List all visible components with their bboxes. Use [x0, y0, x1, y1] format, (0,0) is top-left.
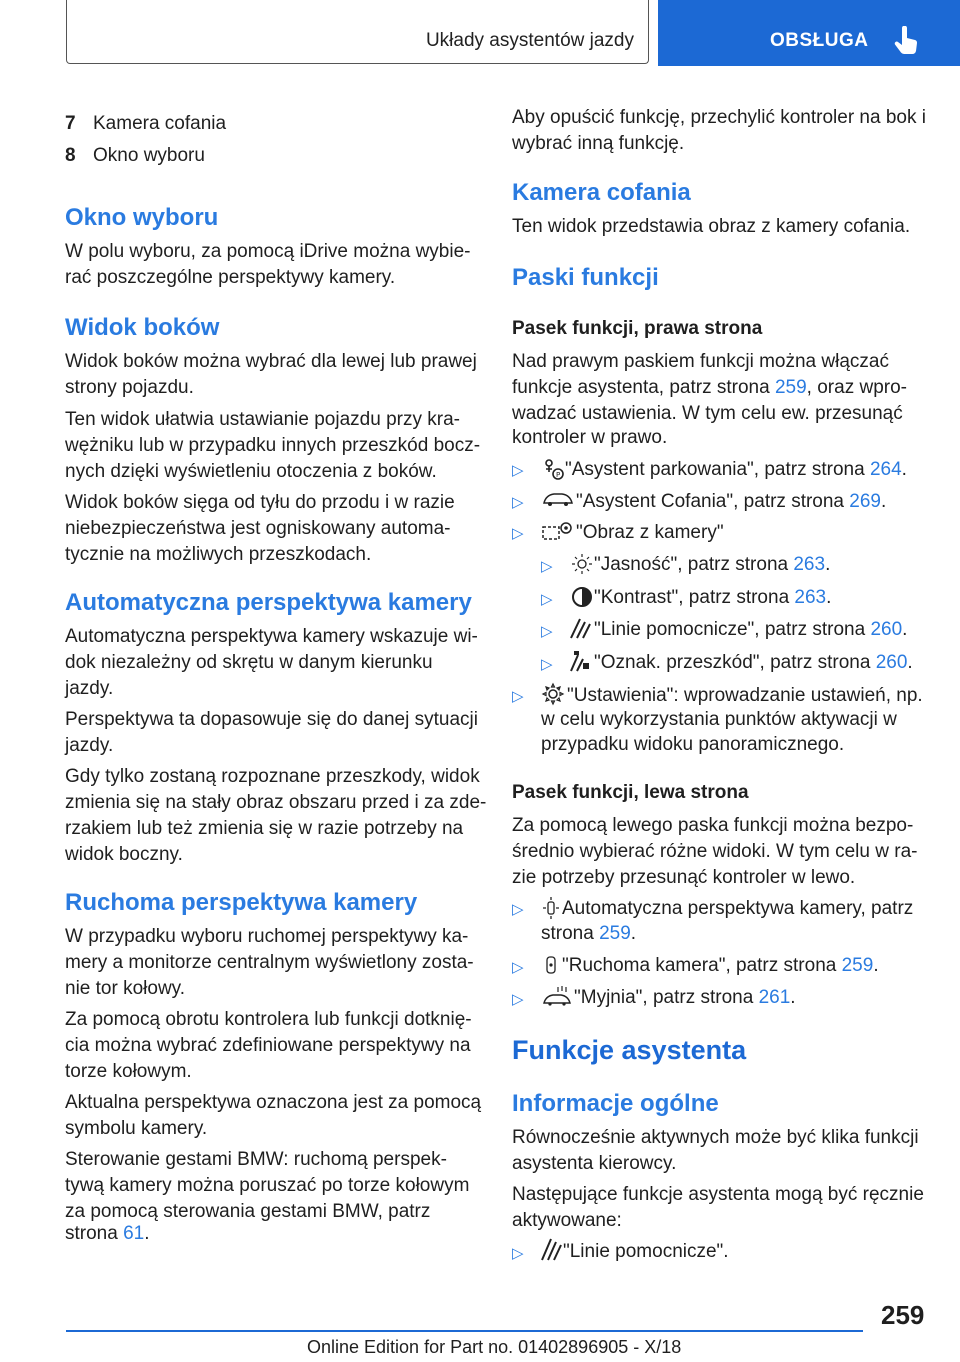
bullet-icon: ▷: [512, 1245, 524, 1262]
paragraph-line: torze kołowym.: [65, 1061, 192, 1082]
paragraph-line: nych dzięki wyświetleniu otoczenia z boków.: [65, 461, 437, 482]
heading-automatyczna-perspektywa: Automatyczna perspektywa kamery: [65, 589, 472, 616]
list-item: "Linie pomocnicze".: [563, 1241, 729, 1262]
header-chapter-title: OBSŁUGA: [770, 30, 869, 51]
list-item: "Asystent parkowania", patrz strona 264.: [565, 459, 907, 480]
list-item: "Kontrast", patrz strona 263.: [594, 587, 832, 608]
paragraph-line: Widok boków można wybrać dla lewej lub prawej: [65, 351, 477, 372]
hand-pointer-icon: [893, 26, 921, 56]
car-wash-icon: [540, 984, 574, 1008]
paragraph-line: mery a monitorze centralnym wyświetlony zosta-: [65, 952, 474, 973]
paragraph-line: widok boczny.: [65, 844, 183, 865]
heading-ruchoma-perspektywa: Ruchoma perspektywa kamery: [65, 889, 418, 916]
paragraph-line: strony pojazdu.: [65, 377, 194, 398]
heading-widok-bokow: Widok boków: [65, 314, 220, 341]
list-item: 8 Okno wyboru: [65, 145, 205, 166]
paragraph-line: Automatyczna perspektywa kamery wskazuje wi-: [65, 626, 478, 647]
paragraph-line: Równocześnie aktywnych może być klika funkcji: [512, 1127, 919, 1148]
subheading-lewa-strona: Pasek funkcji, lewa strona: [512, 782, 749, 803]
paragraph-line: jazdy.: [65, 678, 114, 699]
paragraph-line: Automatyczna perspektywa kamery, patrz: [562, 898, 914, 919]
paragraph-line: zmienia się na stały obraz obszaru przed i za zde-: [65, 792, 487, 813]
page-link[interactable]: 269: [849, 491, 881, 512]
paragraph-line: wybrać inną funkcję.: [512, 133, 685, 154]
paragraph-line: przypadku widoku panoramicznego.: [541, 734, 845, 755]
guide-lines-icon: [539, 1236, 563, 1262]
page-link[interactable]: 259: [599, 923, 631, 944]
paragraph-line: Następujące funkcje asystenta mogą być ręcznie: [512, 1184, 924, 1205]
page-link[interactable]: 259: [774, 377, 807, 398]
paragraph-line: nie tor kołowy.: [65, 978, 186, 999]
footer-edition: Online Edition for Part no. 01402896905 - X/18: [307, 1337, 682, 1357]
list-item: "Myjnia", patrz strona 261.: [574, 987, 796, 1008]
paragraph-line: funkcje asystenta, patrz strona 259, oraz wpro-: [512, 377, 907, 398]
page-number: 259: [881, 1300, 925, 1330]
page-link[interactable]: 263: [793, 554, 826, 575]
paragraph-line: Za pomocą lewego paska funkcji można bezpo-: [512, 815, 914, 836]
list-item: "Linie pomocnicze", patrz strona 260.: [594, 619, 908, 640]
paragraph-line: aktywowane:: [512, 1210, 622, 1231]
paragraph-line: Aby opuścić funkcję, przechylić kontroler na bok i: [512, 107, 926, 128]
paragraph-line: Nad prawym paskiem funkcji można włączać: [512, 351, 889, 372]
header-section-title: Układy asystentów jazdy: [425, 30, 634, 51]
page-link[interactable]: 264: [869, 459, 902, 480]
auto-camera-view-icon: [540, 896, 562, 922]
paragraph-line: tywą kamery można poruszać po torze kołowym: [65, 1175, 470, 1196]
bullet-icon: ▷: [541, 656, 553, 673]
subheading-prawa-strona: Pasek funkcji, prawa strona: [512, 318, 763, 339]
svg-text:P: P: [556, 471, 561, 479]
heading-okno-wyboru: Okno wyboru: [65, 204, 219, 231]
page-link[interactable]: 259: [841, 955, 874, 976]
settings-gear-icon: [541, 682, 565, 706]
page-link[interactable]: 260: [875, 652, 908, 673]
reversing-assistant-icon: [540, 488, 576, 510]
paragraph-line: cia można wybrać zdefiniowane perspektywy na: [65, 1035, 471, 1056]
paragraph-line: Widok boków sięga od tyłu do przodu i w razie: [65, 492, 455, 513]
bullet-icon: ▷: [512, 991, 524, 1008]
paragraph-line: zie potrzeby przesunąć kontroler w lewo.: [512, 867, 856, 888]
bullet-icon: ▷: [541, 623, 553, 640]
paragraph-line: za pomocą sterowania gestami BMW, patrz: [65, 1201, 431, 1222]
list-item: "Jasność", patrz strona 263.: [594, 554, 831, 575]
paragraph-line: tycznie na możliwych przeszkodach.: [65, 544, 372, 565]
heading-informacje-ogolne: Informacje ogólne: [512, 1090, 719, 1117]
footer-divider: [66, 1330, 863, 1332]
guide-lines-icon: [568, 616, 592, 640]
page-link[interactable]: 260: [870, 619, 903, 640]
paragraph-line: Ten widok ułatwia ustawianie pojazdu przy kra-: [65, 409, 460, 430]
paragraph-line: Sterowanie gestami BMW: ruchomą perspek-: [65, 1149, 447, 1170]
paragraph-line: Gdy tylko zostaną rozpoznane przeszkody, widok: [65, 766, 480, 787]
parking-assistant-icon: [541, 457, 565, 481]
bullet-icon: ▷: [512, 901, 524, 918]
paragraph-line: Perspektywa ta dopasowuje się do danej sytuacji: [65, 709, 478, 730]
paragraph-line: wadzać ustawienia. W tym celu ew. przesunąć: [512, 403, 903, 424]
bullet-icon: ▷: [512, 959, 524, 976]
paragraph-line: W przypadku wyboru ruchomej perspektywy ka-: [65, 926, 469, 947]
paragraph-line: w celu wykorzystania punktów aktywacji w: [541, 709, 897, 730]
paragraph-line: kontroler w prawo.: [512, 427, 668, 448]
paragraph-line: wężniku lub w przypadku innych przeszkód bocz-: [65, 435, 481, 456]
paragraph-line: jazdy.: [65, 735, 114, 756]
paragraph-line: średnio wybierać różne widoki. W tym celu w ra-: [512, 841, 918, 862]
bullet-icon: ▷: [541, 558, 553, 575]
paragraph-line: dok niezależny od skrętu w danym kierunku: [65, 652, 433, 673]
page-link[interactable]: 263: [794, 587, 827, 608]
brightness-icon: [571, 553, 593, 575]
camera-settings-icon: [540, 518, 576, 542]
heading-kamera-cofania: Kamera cofania: [512, 179, 691, 206]
bullet-icon: ▷: [512, 525, 524, 542]
obstacle-marking-icon: [568, 649, 592, 673]
heading-paski-funkcji: Paski funkcji: [512, 264, 659, 291]
paragraph-line: symbolu kamery.: [65, 1118, 208, 1139]
list-item: 7 Kamera cofania: [65, 113, 227, 134]
paragraph-line: asystenta kierowcy.: [512, 1153, 677, 1174]
paragraph-line: Aktualna perspektywa oznaczona jest za pomocą: [65, 1092, 482, 1113]
bullet-icon: ▷: [512, 494, 524, 511]
paragraph-line: niebezpieczeństwa jest ogniskowany automa-: [65, 518, 451, 539]
paragraph-line: rać poszczególne perspektywy kamery.: [65, 267, 396, 288]
contrast-icon: [571, 586, 593, 608]
bullet-icon: ▷: [541, 591, 553, 608]
page-link[interactable]: 261: [758, 987, 791, 1008]
paragraph-line: strona 61.: [65, 1223, 150, 1244]
list-item: "Obraz z kamery": [576, 522, 724, 543]
paragraph-line: W polu wyboru, za pomocą iDrive można wybie-: [65, 241, 471, 262]
paragraph-line: Ten widok przedstawia obraz z kamery cofania.: [512, 216, 911, 237]
heading-funkcje-asystenta: Funkcje asystenta: [512, 1035, 747, 1065]
list-item: "Asystent Cofania", patrz strona 269.: [576, 491, 887, 512]
movable-camera-icon: [540, 953, 562, 979]
bullet-icon: ▷: [512, 462, 524, 479]
paragraph-line: rzakiem lub też zmienia się w razie potrzeby na: [65, 818, 464, 839]
header-section-tab: [66, 0, 649, 64]
page-link[interactable]: 61: [123, 1223, 145, 1244]
list-item: "Ruchoma kamera", patrz strona 259.: [562, 955, 879, 976]
paragraph-line: "Ustawienia": wprowadzanie ustawień, np.: [567, 685, 923, 706]
paragraph-line: strona 259.: [541, 923, 637, 944]
list-item: "Oznak. przeszkód", patrz strona 260.: [594, 652, 913, 673]
paragraph-line: Za pomocą obrotu kontrolera lub funkcji dotknię-: [65, 1009, 472, 1030]
bullet-icon: ▷: [512, 688, 524, 705]
